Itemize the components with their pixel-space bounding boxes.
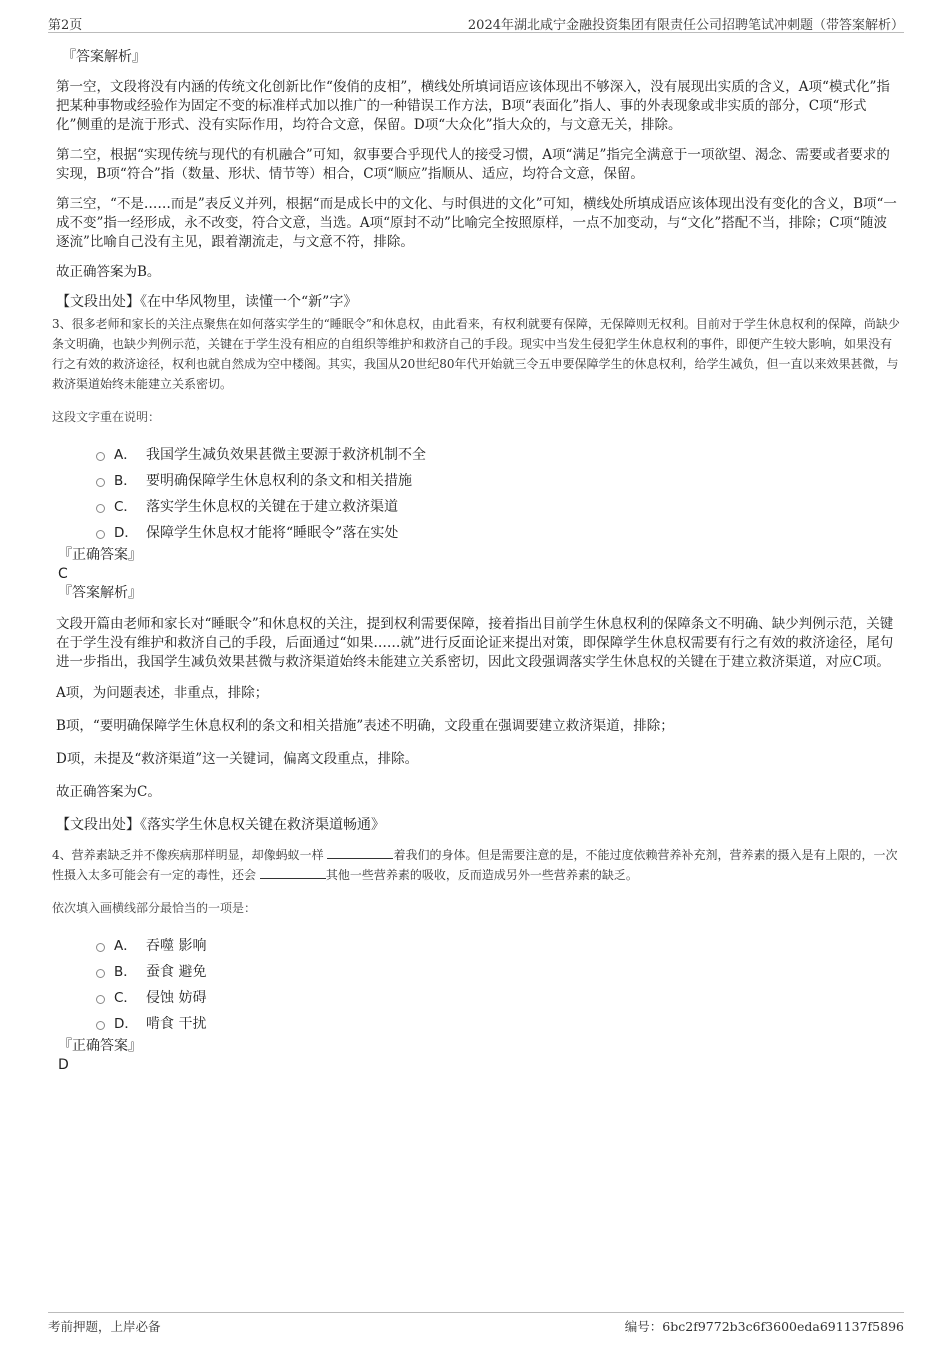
q4-stem-part-1: 4、营养素缺乏并不像疾病那样明显，却像蚂蚁一样	[52, 848, 324, 862]
q3-answer: C	[58, 566, 68, 582]
blank-line-1	[327, 846, 393, 859]
q3-analysis-label: 『答案解析』	[58, 585, 142, 601]
q4-option-a[interactable]	[96, 933, 900, 959]
option-text: 落实学生休息权的关键在于建立救济渠道	[146, 499, 398, 515]
q3-option-d[interactable]	[96, 520, 900, 546]
q3-option-a[interactable]	[96, 442, 900, 468]
q4-stem-part-3: 其他一些营养素的吸收，反而造成另外一些营养素的缺乏。	[325, 868, 638, 882]
footer-slogan: 考前押题，上岸必备	[48, 1319, 161, 1334]
document-title: 2024年湖北咸宁金融投资集团有限责任公司招聘笔试冲刺题（带答案解析）	[467, 18, 904, 33]
option-text: 蚕食 避免	[146, 964, 207, 980]
q3-analysis-point-a: A项，为问题表述，非重点，排除；	[56, 685, 269, 701]
q2-source: 【文段出处】《在中华风物里，读懂一个“新”字》	[56, 294, 358, 310]
q4-prompt: 依次填入画横线部分最恰当的一项是：	[52, 901, 257, 915]
q4-answer-label: 『正确答案』	[58, 1038, 142, 1054]
page-header	[48, 12, 904, 33]
q4-option-c[interactable]	[96, 985, 900, 1011]
option-text: 侵蚀 妨碍	[146, 990, 207, 1006]
q3-stem: 3、很多老师和家长的关注点聚焦在如何落实学生的“睡眠令”和休息权，由此看来，有权利就要有保障，无保障则无权利。目前对于学生休息权利的保障，尚缺少条文明确，也缺少判例示范，关键在于学生没有相应的自组织等维护和救济自己的手段。现实中当发生侵犯学生休息权利的事件，即便产生较大影响，如果没有行之有效的救济途径，权利也就自然成为空中楼阁。其实，我国从20世纪80年代开始就三令五申要保障学生的休息权利，给学生减负，但一直以来效果甚微，与救济渠道始终未能建立关系密切。	[52, 317, 900, 391]
q2-analysis-para-2: 第二空，根据“实现传统与现代的有机融合”可知，叙事要合乎现代人的接受习惯，A项“满足”指完全满意于一项欲望、渴念、需要或者要求的实现，B项“符合”指（数量、形状、情节等）相合，C项“顺应”指顺从、适应，均符合文意，保留。	[56, 147, 890, 182]
q3-analysis-point-d: D项，未提及“救济渠道”这一关键词，偏离文段重点，排除。	[56, 751, 419, 767]
option-letter: C．	[114, 990, 137, 1006]
blank-line-2	[260, 866, 326, 879]
option-text: 吞噬 影响	[146, 938, 207, 954]
q4-stem-part-2: 着我们的身体。但是需要注意的是，不能过度依赖营养补充剂，营养素的摄入是有上限的，一次性摄入太多可能会有一定的毒性，还会	[52, 848, 898, 882]
q3-answer-label: 『正确答案』	[58, 547, 142, 563]
radio-icon[interactable]	[96, 969, 105, 978]
page-number: 第2页	[48, 18, 83, 33]
option-letter: A．	[114, 938, 137, 954]
radio-icon[interactable]	[96, 1021, 105, 1030]
q3-option-b[interactable]	[96, 468, 900, 494]
radio-icon[interactable]	[96, 530, 105, 539]
radio-icon[interactable]	[96, 478, 105, 487]
page-footer	[48, 1312, 904, 1335]
radio-icon[interactable]	[96, 943, 105, 952]
radio-icon[interactable]	[96, 504, 105, 513]
q2-analysis-label: 『答案解析』	[62, 49, 146, 65]
q4-options	[56, 933, 900, 1037]
option-letter: C．	[114, 499, 137, 515]
q3-options	[56, 442, 900, 546]
q4-stem	[52, 845, 900, 885]
option-text: 保障学生休息权才能将“睡眠令”落在实处	[146, 525, 399, 541]
q4-answer: D	[58, 1057, 69, 1073]
radio-icon[interactable]	[96, 452, 105, 461]
q2-analysis-para-1: 第一空，文段将没有内涵的传统文化创新比作“俊俏的皮相”，横线处所填词语应该体现出不够深入，没有展现出实质的含义，A项“模式化”指把某种事物或经验作为固定不变的标准样式加以推广的一种错误工作方法，B项“表面化”指人、事的外表现象或非实质的部分，C项“形式化”侧重的是流于形式、没有实际作用，均符合文意，保留。D项“大众化”指大众的，与文意无关，排除。	[56, 79, 890, 133]
q2-analysis-para-3: 第三空，“不是……而是”表反义并列，根据“而是成长中的文化、与时俱进的文化”可知，横线处所填成语应该体现出没有变化的含义，B项“一成不变”指一经形成，永不改变，符合文意，当选。A项“原封不动”比喻完全按照原样，一点不加变动，与“文化”搭配不当，排除；C项“随波逐流”比喻自己没有主见，跟着潮流走，与文意不符，排除。	[56, 196, 897, 250]
q4-option-b[interactable]	[96, 959, 900, 985]
option-text: 要明确保障学生休息权利的条文和相关措施	[146, 473, 412, 489]
q3-prompt: 这段文字重在说明：	[52, 410, 161, 424]
q3-analysis-para-1: 文段开篇由老师和家长对“睡眠令”和休息权的关注，提到权利需要保障，接着指出目前学生休息权利的保障条文不明确、缺少判例示范，关键在于学生没有维护和救济自己的手段，后面通过“如果……就”进行反面论证来提出对策，即保障学生休息权需要有行之有效的救济途径，尾句进一步指出，我国学生减负效果甚微与救济渠道始终未能建立关系密切，因此文段强调落实学生休息权的关键在于建立救济渠道，对应C项。	[56, 616, 894, 670]
option-letter: D．	[114, 525, 138, 541]
option-letter: D．	[114, 1016, 138, 1032]
option-letter: B．	[114, 964, 137, 980]
q3-source: 【文段出处】《落实学生休息权关键在救济渠道畅通》	[56, 817, 385, 833]
document-serial: 编号：6bc2f9772b3c6f3600eda691137f5896	[624, 1319, 904, 1334]
radio-icon[interactable]	[96, 995, 105, 1004]
q3-option-c[interactable]	[96, 494, 900, 520]
q2-conclusion: 故正确答案为B。	[56, 264, 161, 280]
page-content	[52, 48, 900, 1075]
q3-analysis-point-b: B项，“要明确保障学生休息权利的条文和相关措施”表述不明确，文段重在强调要建立救济渠道，排除；	[56, 718, 674, 734]
q4-option-d[interactable]	[96, 1011, 900, 1037]
q3-conclusion: 故正确答案为C。	[56, 784, 161, 800]
option-text: 啃食 干扰	[146, 1016, 207, 1032]
option-letter: A．	[114, 447, 137, 463]
option-letter: B．	[114, 473, 137, 489]
option-text: 我国学生减负效果甚微主要源于救济机制不全	[146, 447, 426, 463]
